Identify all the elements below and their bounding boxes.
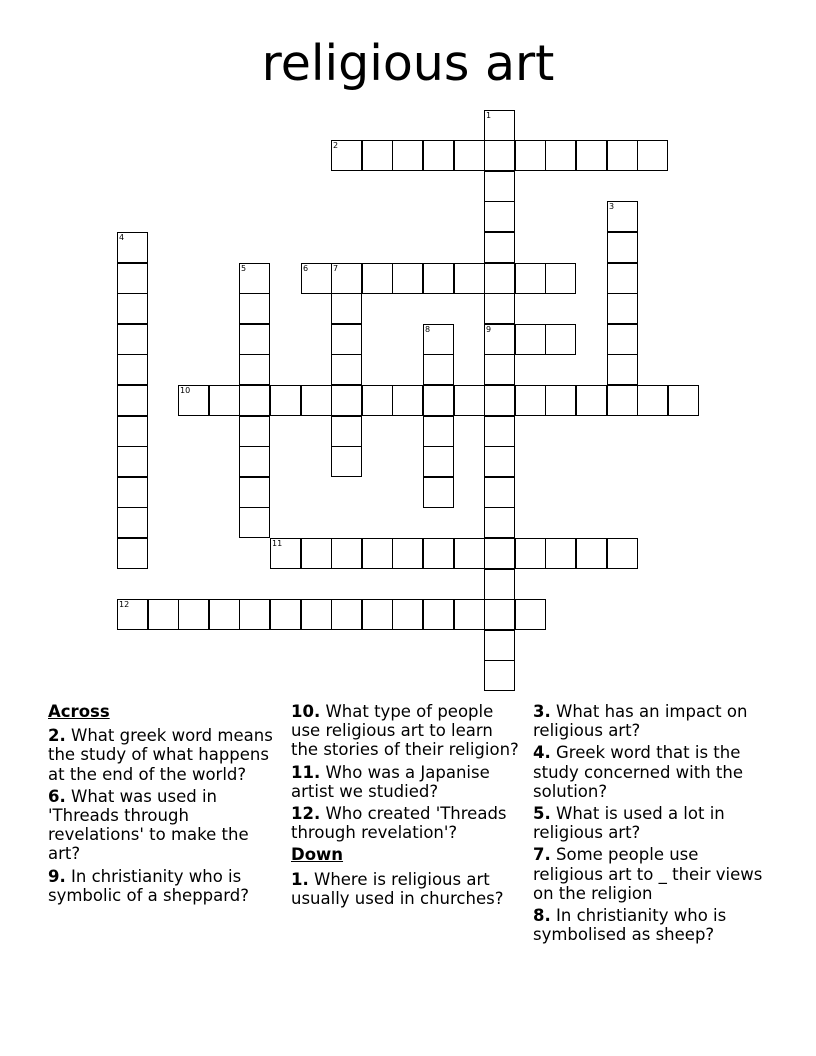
grid-cell[interactable] (484, 416, 515, 447)
grid-cell[interactable] (270, 599, 301, 630)
grid-cell[interactable] (515, 263, 546, 294)
grid-cell[interactable] (362, 385, 393, 416)
grid-cell[interactable] (423, 385, 454, 416)
grid-cell[interactable] (515, 599, 546, 630)
grid-cell[interactable] (148, 599, 179, 630)
grid-cell[interactable] (239, 324, 270, 355)
grid-cell[interactable] (454, 263, 485, 294)
grid-cell[interactable] (117, 324, 148, 355)
clue-across-10 (291, 702, 521, 760)
across-heading: Across (48, 702, 110, 721)
clue-across-6 (48, 787, 283, 864)
grid-cell[interactable] (607, 354, 638, 385)
grid-cell[interactable] (484, 507, 515, 538)
grid-cell[interactable] (423, 354, 454, 385)
grid-cell[interactable] (484, 110, 515, 141)
grid-cell[interactable] (301, 263, 332, 294)
grid-cell[interactable] (484, 263, 515, 294)
clue-column-3 (533, 702, 763, 947)
clue-text: Greek word that is the study concerned with the solution? (533, 743, 744, 801)
grid-cell[interactable] (117, 354, 148, 385)
grid-cell[interactable] (484, 354, 515, 385)
grid-cell[interactable] (637, 140, 668, 171)
cell-number: 4 (119, 233, 125, 242)
clue-text: What greek word means the study of what happens at the end of the world? (48, 726, 273, 784)
grid-cell[interactable] (423, 446, 454, 477)
clue-number: 7. (533, 845, 551, 865)
grid-cell[interactable] (484, 538, 515, 569)
clue-text: What was used in 'Threads through revelations' to make the art? (48, 786, 249, 864)
grid-cell[interactable] (362, 263, 393, 294)
grid-cell[interactable] (423, 263, 454, 294)
grid-cell[interactable] (607, 385, 638, 416)
clue-down-8 (533, 906, 763, 944)
clue-text: What has an impact on religious art? (533, 702, 748, 741)
grid-cell[interactable] (607, 201, 638, 232)
grid-cell[interactable] (392, 599, 423, 630)
grid-cell[interactable] (423, 599, 454, 630)
clue-number: 4. (533, 743, 551, 763)
clue-number: 9. (48, 866, 66, 886)
grid-cell[interactable] (484, 660, 515, 691)
grid-cell[interactable] (545, 263, 576, 294)
cell-number: 1 (486, 111, 492, 120)
grid-cell[interactable] (301, 538, 332, 569)
clue-down-3 (533, 702, 763, 740)
grid-cell[interactable] (331, 293, 362, 324)
grid-cell[interactable] (576, 385, 607, 416)
cell-number: 6 (303, 264, 309, 273)
clue-number: 5. (533, 804, 551, 824)
grid-cell[interactable] (484, 324, 515, 355)
grid-cell[interactable] (239, 416, 270, 447)
clue-number: 11. (291, 762, 321, 782)
grid-cell[interactable] (239, 446, 270, 477)
cell-number: 7 (333, 264, 339, 273)
grid-cell[interactable] (454, 140, 485, 171)
grid-cell[interactable] (423, 416, 454, 447)
grid-cell[interactable] (331, 385, 362, 416)
grid-cell[interactable] (117, 538, 148, 569)
grid-cell[interactable] (362, 599, 393, 630)
grid-cell[interactable] (117, 385, 148, 416)
grid-cell[interactable] (239, 263, 270, 294)
cell-number: 8 (425, 325, 431, 334)
cell-number: 9 (486, 325, 492, 334)
grid-cell[interactable] (239, 599, 270, 630)
grid-cell[interactable] (239, 507, 270, 538)
grid-cell[interactable] (607, 263, 638, 294)
grid-cell[interactable] (239, 293, 270, 324)
grid-cell[interactable] (484, 293, 515, 324)
grid-cell[interactable] (117, 507, 148, 538)
grid-cell[interactable] (239, 354, 270, 385)
clue-across-2 (48, 726, 283, 784)
grid-cell[interactable] (270, 538, 301, 569)
grid-cell[interactable] (423, 538, 454, 569)
clue-column-2 (291, 702, 521, 911)
grid-cell[interactable] (576, 140, 607, 171)
clue-text: In christianity who is symbolised as sheep? (533, 906, 727, 945)
grid-cell[interactable] (117, 232, 148, 263)
clue-text: Where is religious art usually used in churches? (291, 869, 504, 908)
grid-cell[interactable] (484, 477, 515, 508)
grid-cell[interactable] (392, 538, 423, 569)
cell-number: 10 (180, 386, 191, 395)
clue-across-11 (291, 763, 521, 801)
clue-text: What type of people use religious art to learn the stories of their religion? (291, 702, 519, 760)
clue-down-4 (533, 743, 763, 801)
grid-cell[interactable] (545, 385, 576, 416)
grid-cell[interactable] (545, 140, 576, 171)
grid-cell[interactable] (484, 232, 515, 263)
grid-cell[interactable] (484, 569, 515, 600)
grid-cell[interactable] (576, 538, 607, 569)
clue-number: 8. (533, 906, 551, 926)
clue-text: Who was a Japanise artist we studied? (291, 762, 490, 801)
cell-number: 11 (272, 539, 283, 548)
grid-cell[interactable] (607, 538, 638, 569)
grid-cell[interactable] (331, 416, 362, 447)
grid-cell[interactable] (484, 599, 515, 630)
grid-cell[interactable] (392, 263, 423, 294)
grid-cell[interactable] (301, 599, 332, 630)
grid-cell[interactable] (331, 538, 362, 569)
grid-cell[interactable] (362, 140, 393, 171)
grid-cell[interactable] (545, 538, 576, 569)
grid-cell[interactable] (301, 385, 332, 416)
grid-cell[interactable] (515, 538, 546, 569)
grid-cell[interactable] (239, 477, 270, 508)
clue-text: Some people use religious art to _ their views on the religion (533, 845, 763, 903)
grid-cell[interactable] (270, 385, 301, 416)
clue-text: Who created 'Threads through revelation'? (291, 804, 507, 843)
grid-cell[interactable] (117, 477, 148, 508)
grid-cell[interactable] (117, 599, 148, 630)
cell-number: 5 (241, 264, 247, 273)
grid-cell[interactable] (331, 140, 362, 171)
grid-cell[interactable] (117, 416, 148, 447)
grid-cell[interactable] (607, 324, 638, 355)
grid-cell[interactable] (607, 140, 638, 171)
grid-cell[interactable] (392, 385, 423, 416)
grid-cell[interactable] (239, 385, 270, 416)
grid-cell[interactable] (117, 446, 148, 477)
grid-cell[interactable] (515, 140, 546, 171)
grid-cell[interactable] (178, 385, 209, 416)
grid-cell[interactable] (331, 263, 362, 294)
grid-cell[interactable] (209, 385, 240, 416)
grid-cell[interactable] (117, 263, 148, 294)
grid-cell[interactable] (484, 171, 515, 202)
grid-cell[interactable] (484, 630, 515, 661)
clue-number: 2. (48, 726, 66, 746)
clue-number: 1. (291, 869, 309, 889)
clue-number: 3. (533, 702, 551, 721)
grid-cell[interactable] (331, 354, 362, 385)
grid-cell[interactable] (454, 538, 485, 569)
clue-number: 10. (291, 702, 321, 721)
cell-number: 3 (609, 202, 615, 211)
grid-cell[interactable] (484, 385, 515, 416)
grid-cell[interactable] (423, 477, 454, 508)
grid-cell[interactable] (117, 293, 148, 324)
grid-cell[interactable] (637, 385, 668, 416)
grid-cell[interactable] (423, 324, 454, 355)
clue-across-12 (291, 804, 521, 842)
grid-cell[interactable] (454, 599, 485, 630)
grid-cell[interactable] (392, 140, 423, 171)
grid-cell[interactable] (454, 385, 485, 416)
grid-cell[interactable] (545, 324, 576, 355)
clue-across-9 (48, 867, 283, 905)
clue-down-5 (533, 804, 763, 842)
grid-cell[interactable] (331, 446, 362, 477)
grid-cell[interactable] (331, 599, 362, 630)
grid-cell[interactable] (484, 446, 515, 477)
grid-cell[interactable] (423, 140, 454, 171)
grid-cell[interactable] (607, 232, 638, 263)
clue-number: 6. (48, 786, 66, 806)
grid-cell[interactable] (362, 538, 393, 569)
clue-column-1 (48, 702, 283, 908)
grid-cell[interactable] (484, 140, 515, 171)
clue-text: In christianity who is symbolic of a sheppard? (48, 866, 249, 905)
cell-number: 12 (119, 600, 130, 609)
clue-down-1 (291, 870, 521, 908)
grid-cell[interactable] (515, 385, 546, 416)
puzzle-title: religious art (261, 35, 555, 92)
clue-text: What is used a lot in religious art? (533, 804, 725, 843)
clue-number: 12. (291, 804, 321, 824)
grid-cell[interactable] (178, 599, 209, 630)
grid-cell[interactable] (484, 201, 515, 232)
grid-cell[interactable] (515, 324, 546, 355)
grid-cell[interactable] (607, 293, 638, 324)
grid-cell[interactable] (331, 324, 362, 355)
cell-number: 2 (333, 141, 339, 150)
grid-cell[interactable] (668, 385, 699, 416)
clue-down-7 (533, 845, 763, 903)
down-heading: Down (291, 845, 344, 865)
grid-cell[interactable] (209, 599, 240, 630)
